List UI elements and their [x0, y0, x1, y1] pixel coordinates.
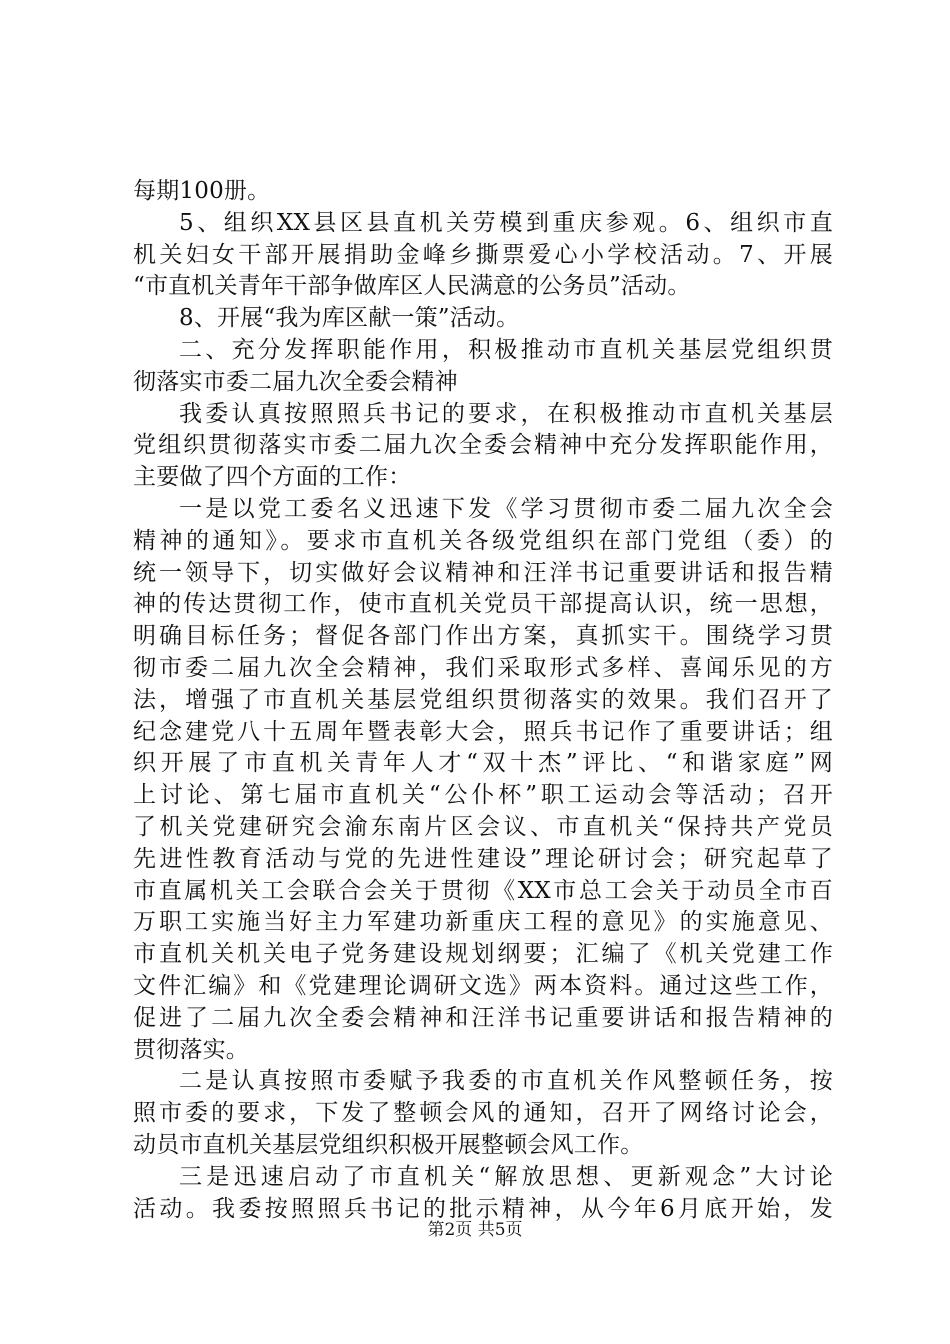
text-line: “市直机关青年干部争做库区人民满意的公务员”活动。 — [133, 273, 691, 300]
document-body — [133, 176, 833, 1225]
text-line: 织开展了市直机关青年人才“双十杰”评比、“和谐家庭”网 — [133, 750, 833, 777]
text-line: 文件汇编》和《党建理论调研文选》两本资料。通过这些工作， — [133, 972, 833, 999]
text-line: 万职工实施当好主力军建功新重庆工程的意见》的实施意见、 — [133, 909, 833, 936]
page-number: 第2页 共5页 — [427, 1220, 523, 1240]
text-line: 贯彻落实。 — [133, 1036, 249, 1063]
text-line: 活动。我委按照照兵书记的批示精神，从今年6月底开始，发 — [133, 1195, 833, 1222]
text-line: 每期100册。 — [133, 178, 271, 204]
text-line: 市直机关机关电子党务建设规划纲要；汇编了《机关党建工作 — [133, 941, 833, 968]
text-line: 动员市直机关基层党组织积极开展整顿会风工作。 — [133, 1131, 644, 1158]
text-line: 党组织贯彻落实市委二届九次全委会精神中充分发挥职能作用， — [133, 432, 833, 459]
text-line: 一是以党工委名义迅速下发《学习贯彻市委二届九次全会 — [179, 495, 833, 522]
text-line: 主要做了四个方面的工作： — [133, 464, 412, 491]
text-line: 二、充分发挥职能作用，积极推动市直机关基层党组织贯 — [179, 336, 833, 363]
text-line: 我委认真按照照兵书记的要求，在积极推动市直机关基层 — [179, 400, 833, 427]
text-line: 神的传达贯彻工作，使市直机关党员干部提高认识，统一思想， — [133, 591, 833, 618]
text-line: 法，增强了市直机关基层党组织贯彻落实的效果。我们召开了 — [133, 686, 833, 713]
text-line: 精神的通知》。要求市直机关各级党组织在部门党组（委）的 — [133, 527, 833, 554]
text-line: 彻落实市委二届九次全委会精神 — [133, 368, 458, 395]
text-line: 彻市委二届九次全会精神，我们采取形式多样、喜闻乐见的方 — [133, 654, 833, 681]
text-line: 上讨论、第七届市直机关“公仆杯”职工运动会等活动；召开 — [133, 782, 833, 809]
text-line: 照市委的要求，下发了整顿会风的通知，召开了网络讨论会， — [133, 1100, 833, 1127]
text-line: 了机关党建研究会渝东南片区会议、市直机关“保持共产党员 — [133, 813, 833, 840]
text-line: 二是认真按照市委赋予我委的市直机关作风整顿任务，按 — [179, 1068, 833, 1095]
text-line: 明确目标任务；督促各部门作出方案，真抓实干。围绕学习贯 — [133, 623, 833, 650]
text-line: 市直属机关工会联合会关于贯彻《XX市总工会关于动员全市百 — [133, 877, 833, 904]
text-line: 机关妇女干部开展捐助金峰乡撕票爱心小学校活动。7、开展 — [133, 241, 833, 268]
text-line: 纪念建党八十五周年暨表彰大会，照兵书记作了重要讲话；组 — [133, 718, 833, 745]
text-line: 5、组织XX县区县直机关劳模到重庆参观。6、组织市直 — [179, 209, 833, 236]
text-line: 8、开展“我为库区献一策”活动。 — [179, 305, 520, 332]
text-line: 三是迅速启动了市直机关“解放思想、更新观念”大讨论 — [179, 1163, 833, 1190]
text-line: 促进了二届九次全委会精神和汪洋书记重要讲话和报告精神的 — [133, 1004, 833, 1031]
text-line: 统一领导下，切实做好会议精神和汪洋书记重要讲话和报告精 — [133, 559, 833, 586]
text-line: 先进性教育活动与党的先进性建设”理论研讨会；研究起草了 — [133, 845, 833, 872]
